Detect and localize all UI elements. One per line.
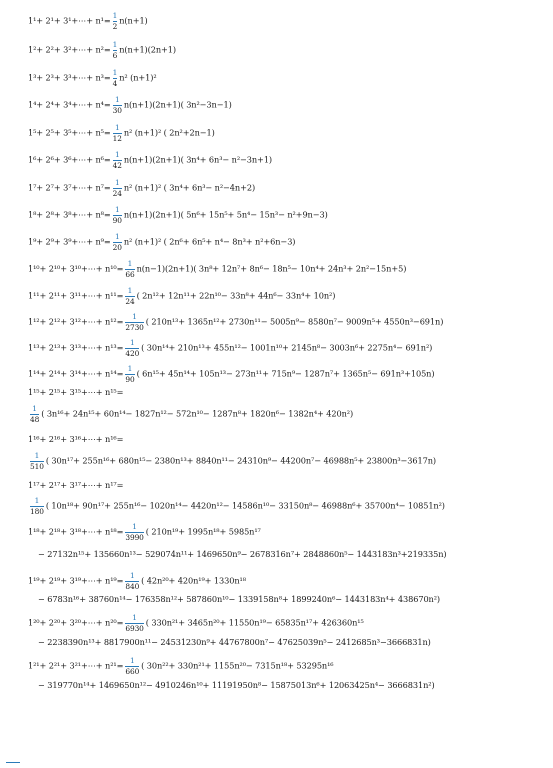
- fraction-numerator: 1: [132, 613, 137, 622]
- fraction-denominator: 48: [30, 415, 40, 424]
- formula-20: [28, 614, 364, 633]
- fraction: [30, 452, 44, 471]
- formula-rhs: ( 210n¹⁹+ 1995n¹⁸+ 5985n¹⁷: [145, 526, 261, 537]
- fraction-denominator: 20: [112, 243, 122, 252]
- fraction: [113, 69, 118, 88]
- formula-lhs: 1²+ 2²+ 3²+⋯+ n²=: [28, 44, 111, 55]
- formula-20-continued: [38, 636, 431, 648]
- formula-2: [28, 41, 176, 60]
- formula-rhs: n(n+1)(2n+1)( 5n⁶+ 15n⁵+ 5n⁴− 15n³− n²+9n−3): [123, 209, 328, 220]
- formula-16-lhs: [28, 433, 123, 445]
- formula-18-continued: [38, 548, 446, 560]
- fraction-denominator: 660: [125, 667, 140, 676]
- fraction: [125, 287, 134, 306]
- formula-10: [28, 260, 406, 279]
- fraction-numerator: 1: [129, 338, 135, 347]
- formula-lhs: 1¹²+ 2¹²+ 3¹²+⋯+ n¹²=: [28, 316, 124, 327]
- fraction-numerator: 1: [34, 496, 40, 505]
- fraction-numerator: 1: [112, 11, 118, 20]
- fraction: [125, 572, 139, 591]
- formula-11: [28, 287, 335, 306]
- formula-lhs: 1⁹+ 2⁹+ 3⁹+⋯+ n⁹=: [28, 236, 111, 247]
- fraction: [125, 614, 143, 633]
- fraction-denominator: 3990: [125, 533, 144, 542]
- formula-lhs: 1¹⁵+ 2¹⁵+ 3¹⁵+⋯+ n¹⁵=: [28, 387, 124, 397]
- fraction-numerator: 1: [114, 232, 120, 241]
- formula-lhs: 1¹⁶+ 2¹⁶+ 3¹⁶+⋯+ n¹⁶=: [28, 434, 124, 444]
- formula-17-rhs: [28, 497, 445, 516]
- formula-lhs: 1⁷+ 2⁷+ 3⁷+⋯+ n⁷=: [28, 182, 111, 193]
- fraction-numerator: 1: [127, 259, 133, 268]
- fraction: [30, 405, 39, 424]
- formula-rhs: n(n+1)(2n+1)( 3n⁴+ 6n³− n²−3n+1): [123, 154, 273, 165]
- formula-rhs: ( 210n¹³+ 1365n¹²+ 2730n¹¹− 5005n⁹− 8580n⁷− 9009n⁵+ 4550n³−691n): [145, 316, 444, 327]
- formula-7: [28, 179, 255, 198]
- formula-15-lhs: [28, 386, 123, 398]
- fraction-numerator: 1: [34, 451, 40, 460]
- fraction: [113, 12, 118, 31]
- formula-lhs: 1²¹+ 2²¹+ 3²¹+⋯+ n²¹=: [28, 660, 124, 671]
- fraction: [113, 179, 122, 198]
- formula-3: [28, 69, 157, 88]
- formula-rhs: n(n+1)(2n+1): [119, 44, 176, 55]
- formula-lhs: 1¹⁷+ 2¹⁷+ 3¹⁷+⋯+ n¹⁷=: [28, 480, 124, 490]
- formula-rhs: ( 3n¹⁶+ 24n¹⁵+ 60n¹⁴− 1827n¹²− 572n¹⁰− 1287n⁸+ 1820n⁶− 1382n⁴+ 420n²): [41, 408, 354, 419]
- formula-6: [28, 151, 272, 170]
- formula-15-rhs: [28, 405, 353, 424]
- formula-8: [28, 206, 328, 225]
- fraction: [113, 151, 122, 170]
- fraction-denominator: 24: [125, 297, 135, 306]
- formula-14: [28, 365, 434, 384]
- formula-rhs: ( 30n¹⁴+ 210n¹³+ 455n¹²− 1001n¹⁰+ 2145n⁸− 3003n⁶+ 2275n⁴− 691n²): [141, 342, 433, 353]
- fraction-denominator: 42: [112, 161, 122, 170]
- formula-continuation: − 319770n¹⁴+ 1469650n¹²− 4910246n¹⁰+ 11191950n⁸− 15875013n⁶+ 12063425n⁴− 3666831n²): [38, 680, 435, 690]
- fraction: [113, 206, 122, 225]
- formula-1: [28, 12, 148, 31]
- fraction: [125, 523, 143, 542]
- page-corner-mark: [6, 756, 20, 763]
- formula-rhs: n² (n+1)² ( 3n⁴+ 6n³− n²−4n+2): [123, 182, 256, 193]
- formula-5: [28, 124, 215, 143]
- formula-rhs: n(n+1): [119, 15, 148, 26]
- formula-13: [28, 339, 432, 358]
- formula-9: [28, 233, 295, 252]
- formula-19: [28, 572, 246, 591]
- formula-17-lhs: [28, 479, 123, 491]
- fraction-denominator: 840: [125, 582, 140, 591]
- fraction-denominator: 2730: [125, 323, 144, 332]
- fraction: [30, 497, 44, 516]
- formula-lhs: 1⁸+ 2⁸+ 3⁸+⋯+ n⁸=: [28, 209, 111, 220]
- fraction-denominator: 12: [112, 134, 122, 143]
- fraction-numerator: 1: [114, 178, 120, 187]
- fraction-numerator: 1: [114, 123, 120, 132]
- fraction: [125, 339, 139, 358]
- formula-continuation: − 2238390n¹³+ 8817900n¹¹− 24531230n⁹+ 44767800n⁷− 47625039n⁵− 2412685n³−3666831n): [38, 637, 431, 647]
- fraction-numerator: 1: [127, 286, 133, 295]
- formula-16-rhs: [28, 452, 436, 471]
- fraction-numerator: 1: [112, 40, 118, 49]
- fraction-denominator: 510: [30, 462, 44, 471]
- fraction: [125, 365, 134, 384]
- formula-lhs: 1¹+ 2¹+ 3¹+⋯+ n¹=: [28, 15, 111, 26]
- formula-19-continued: [38, 593, 440, 605]
- formula-rhs: n(n−1)(2n+1)( 3n⁸+ 12n⁷+ 8n⁶− 18n⁵− 10n⁴+ 24n³+ 2n²−15n+5): [136, 263, 407, 274]
- fraction-denominator: 6930: [125, 624, 144, 633]
- formula-rhs: n² (n+1)² ( 2n⁶+ 6n⁵+ n⁴− 8n³+ n²+6n−3): [123, 236, 296, 247]
- formula-lhs: 1⁶+ 2⁶+ 3⁶+⋯+ n⁶=: [28, 154, 111, 165]
- formula-lhs: 1⁴+ 2⁴+ 3⁴+⋯+ n⁴=: [28, 99, 111, 110]
- formula-continuation: − 6783n¹⁶+ 38760n¹⁴− 176358n¹²+ 587860n¹⁰− 1339158n⁸+ 1899240n⁶− 1443183n⁴+ 438670n²): [38, 594, 441, 604]
- fraction: [125, 260, 134, 279]
- fraction: [125, 313, 143, 332]
- formula-lhs: 1²⁰+ 2²⁰+ 3²⁰+⋯+ n²⁰=: [28, 617, 124, 628]
- fraction-numerator: 1: [129, 656, 135, 665]
- fraction-denominator: 24: [112, 189, 122, 198]
- fraction-numerator: 1: [114, 150, 120, 159]
- fraction-numerator: 1: [127, 364, 133, 373]
- formula-continuation: − 27132n¹⁵+ 135660n¹³− 529074n¹¹+ 1469650n⁹− 2678316n⁷+ 2848860n⁵− 1443183n³+219335n): [38, 549, 447, 559]
- fraction: [113, 124, 122, 143]
- fraction-numerator: 1: [132, 312, 137, 321]
- fraction-denominator: 90: [125, 375, 135, 384]
- formula-18: [28, 523, 261, 542]
- fraction: [113, 41, 118, 60]
- formula-rhs: ( 30n¹⁷+ 255n¹⁶+ 680n¹⁵− 2380n¹³+ 8840n¹¹− 24310n⁹− 44200n⁷− 46988n⁵+ 23800n³−3617n): [45, 455, 437, 466]
- fraction-denominator: 4: [112, 79, 118, 88]
- formula-rhs: n² (n+1)² ( 2n²+2n−1): [123, 127, 215, 138]
- fraction-denominator: 90: [112, 216, 122, 225]
- formula-lhs: 1¹⁸+ 2¹⁸+ 3¹⁸+⋯+ n¹⁸=: [28, 526, 124, 537]
- formula-rhs: n(n+1)(2n+1)( 3n²−3n−1): [123, 99, 232, 110]
- fraction-denominator: 30: [112, 106, 122, 115]
- fraction-numerator: 1: [132, 522, 137, 531]
- fraction-numerator: 1: [112, 68, 118, 77]
- formula-rhs: ( 2n¹²+ 12n¹¹+ 22n¹⁰− 33n⁸+ 44n⁶− 33n⁴+ 10n²): [136, 290, 336, 301]
- fraction-numerator: 1: [32, 404, 37, 413]
- formula-lhs: 1¹¹+ 2¹¹+ 3¹¹+⋯+ n¹¹=: [28, 290, 124, 301]
- formula-21-continued: [38, 679, 435, 691]
- formula-lhs: 1¹⁹+ 2¹⁹+ 3¹⁹+⋯+ n¹⁹=: [28, 575, 124, 586]
- formula-lhs: 1¹⁰+ 2¹⁰+ 3¹⁰+⋯+ n¹⁰=: [28, 263, 124, 274]
- formula-rhs: ( 6n¹⁵+ 45n¹⁴+ 105n¹³− 273n¹¹+ 715n⁹− 1287n⁷+ 1365n⁵− 691n³+105n): [136, 368, 435, 379]
- formula-4: [28, 96, 232, 115]
- fraction-denominator: 180: [30, 507, 44, 516]
- fraction-numerator: 1: [129, 571, 135, 580]
- fraction-denominator: 6: [112, 51, 118, 60]
- formula-rhs: n² (n+1)²: [119, 72, 157, 83]
- formula-rhs: ( 10n¹⁸+ 90n¹⁷+ 255n¹⁶− 1020n¹⁴− 4420n¹²− 14586n¹⁰− 33150n⁸− 46988n⁶+ 35700n⁴− 10851n²): [45, 500, 445, 511]
- formula-rhs: ( 30n²²+ 330n²¹+ 1155n²⁰− 7315n¹⁸+ 53295n¹⁶: [141, 660, 334, 671]
- formula-rhs: ( 42n²⁰+ 420n¹⁹+ 1330n¹⁸: [141, 575, 246, 586]
- formula-21: [28, 657, 333, 676]
- formula-lhs: 1⁵+ 2⁵+ 3⁵+⋯+ n⁵=: [28, 127, 111, 138]
- fraction-denominator: 66: [125, 270, 135, 279]
- fraction: [113, 233, 122, 252]
- formula-lhs: 1¹⁴+ 2¹⁴+ 3¹⁴+⋯+ n¹⁴=: [28, 368, 124, 379]
- fraction-numerator: 1: [114, 205, 120, 214]
- formula-12: [28, 313, 443, 332]
- fraction: [125, 657, 139, 676]
- formula-lhs: 1¹³+ 2¹³+ 3¹³+⋯+ n¹³=: [28, 342, 124, 353]
- formula-rhs: ( 330n²¹+ 3465n²⁰+ 11550n¹⁹− 65835n¹⁷+ 426360n¹⁵: [145, 617, 364, 628]
- fraction-denominator: 420: [125, 349, 140, 358]
- fraction: [113, 96, 122, 115]
- fraction-numerator: 1: [114, 95, 120, 104]
- formula-lhs: 1³+ 2³+ 3³+⋯+ n³=: [28, 72, 111, 83]
- fraction-denominator: 2: [112, 22, 118, 31]
